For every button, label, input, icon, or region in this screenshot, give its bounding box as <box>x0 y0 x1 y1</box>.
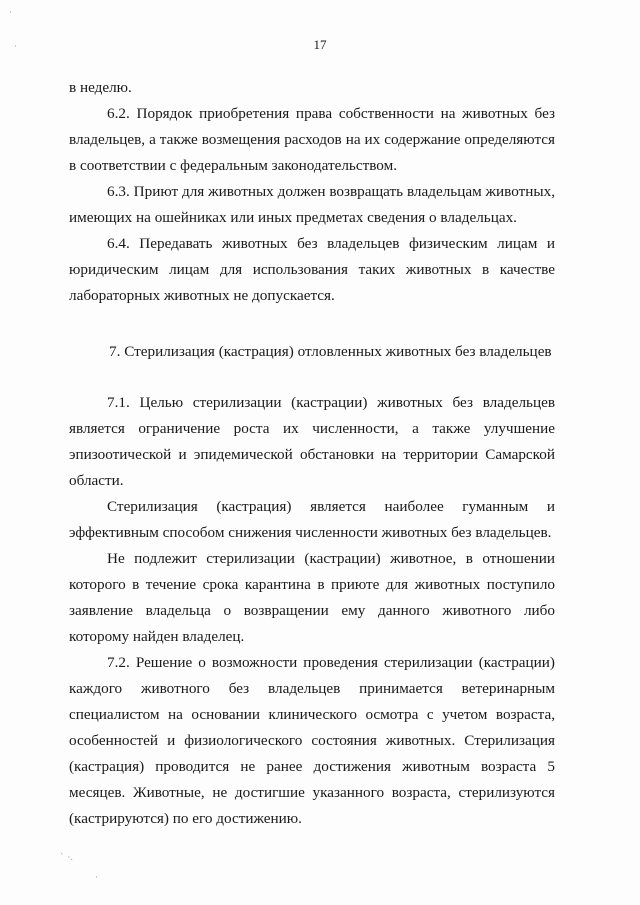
scan-artifact: ` ·. <box>60 853 74 863</box>
paragraph-sterilization-humane: Стерилизация (кастрация) является наиболее гуманным и эффективным способом снижения численности животных без владельцев. <box>69 498 555 541</box>
scan-artifact: · <box>14 42 17 52</box>
paragraph-7-1: 7.1. Целью стерилизации (кастрации) животных без владельцев является ограничение роста их численности, а также улучшение эпизоотической и эпидемической обстановки на территории Самарской области. <box>69 394 555 489</box>
paragraph-6-4: 6.4. Передавать животных без владельцев физическим лицам и юридическим лицам для использования таких животных в качестве лабораторных животных не допускается. <box>69 235 555 304</box>
section-heading-7: 7. Стерилизация (кастрация) отловленных животных без владельцев <box>109 343 552 360</box>
document-body <box>69 75 555 832</box>
paragraph-7-2: 7.2. Решение о возможности проведения стерилизации (кастрации) каждого животного без владельцев принимается ветеринарным специалистом на основании клинического осмотра с учетом возраста, особенностей и физиологического состояния животных. Стерилизация (кастрация) проводится не ранее достижения животным возраста 5 месяцев. Животные, не достигшие указанного возраста, стерилизуются (кастрируются) по его достижению. <box>69 654 555 827</box>
paragraph-continuation: в неделю. <box>69 79 132 96</box>
scan-artifact: · <box>95 873 98 883</box>
paragraph-6-3: 6.3. Приют для животных должен возвращать владельцам животных, имеющих на ошейниках или иных предметах сведения о владельцах. <box>69 183 555 226</box>
page-number: 17 <box>313 37 327 52</box>
spacer <box>69 309 555 339</box>
spacer <box>69 365 555 390</box>
paragraph-6-2: 6.2. Порядок приобретения права собственности на животных без владельцев, а также возмещения расходов на их содержание определяются в соответствии с федеральным законодательством. <box>69 105 555 174</box>
scan-artifact: · <box>9 8 12 18</box>
paragraph-quarantine-exception: Не подлежит стерилизации (кастрации) животное, в отношении которого в течение срока карантина в приюте для животных поступило заявление владельца о возвращении ему данного животного либо которому найден владелец. <box>69 550 555 645</box>
